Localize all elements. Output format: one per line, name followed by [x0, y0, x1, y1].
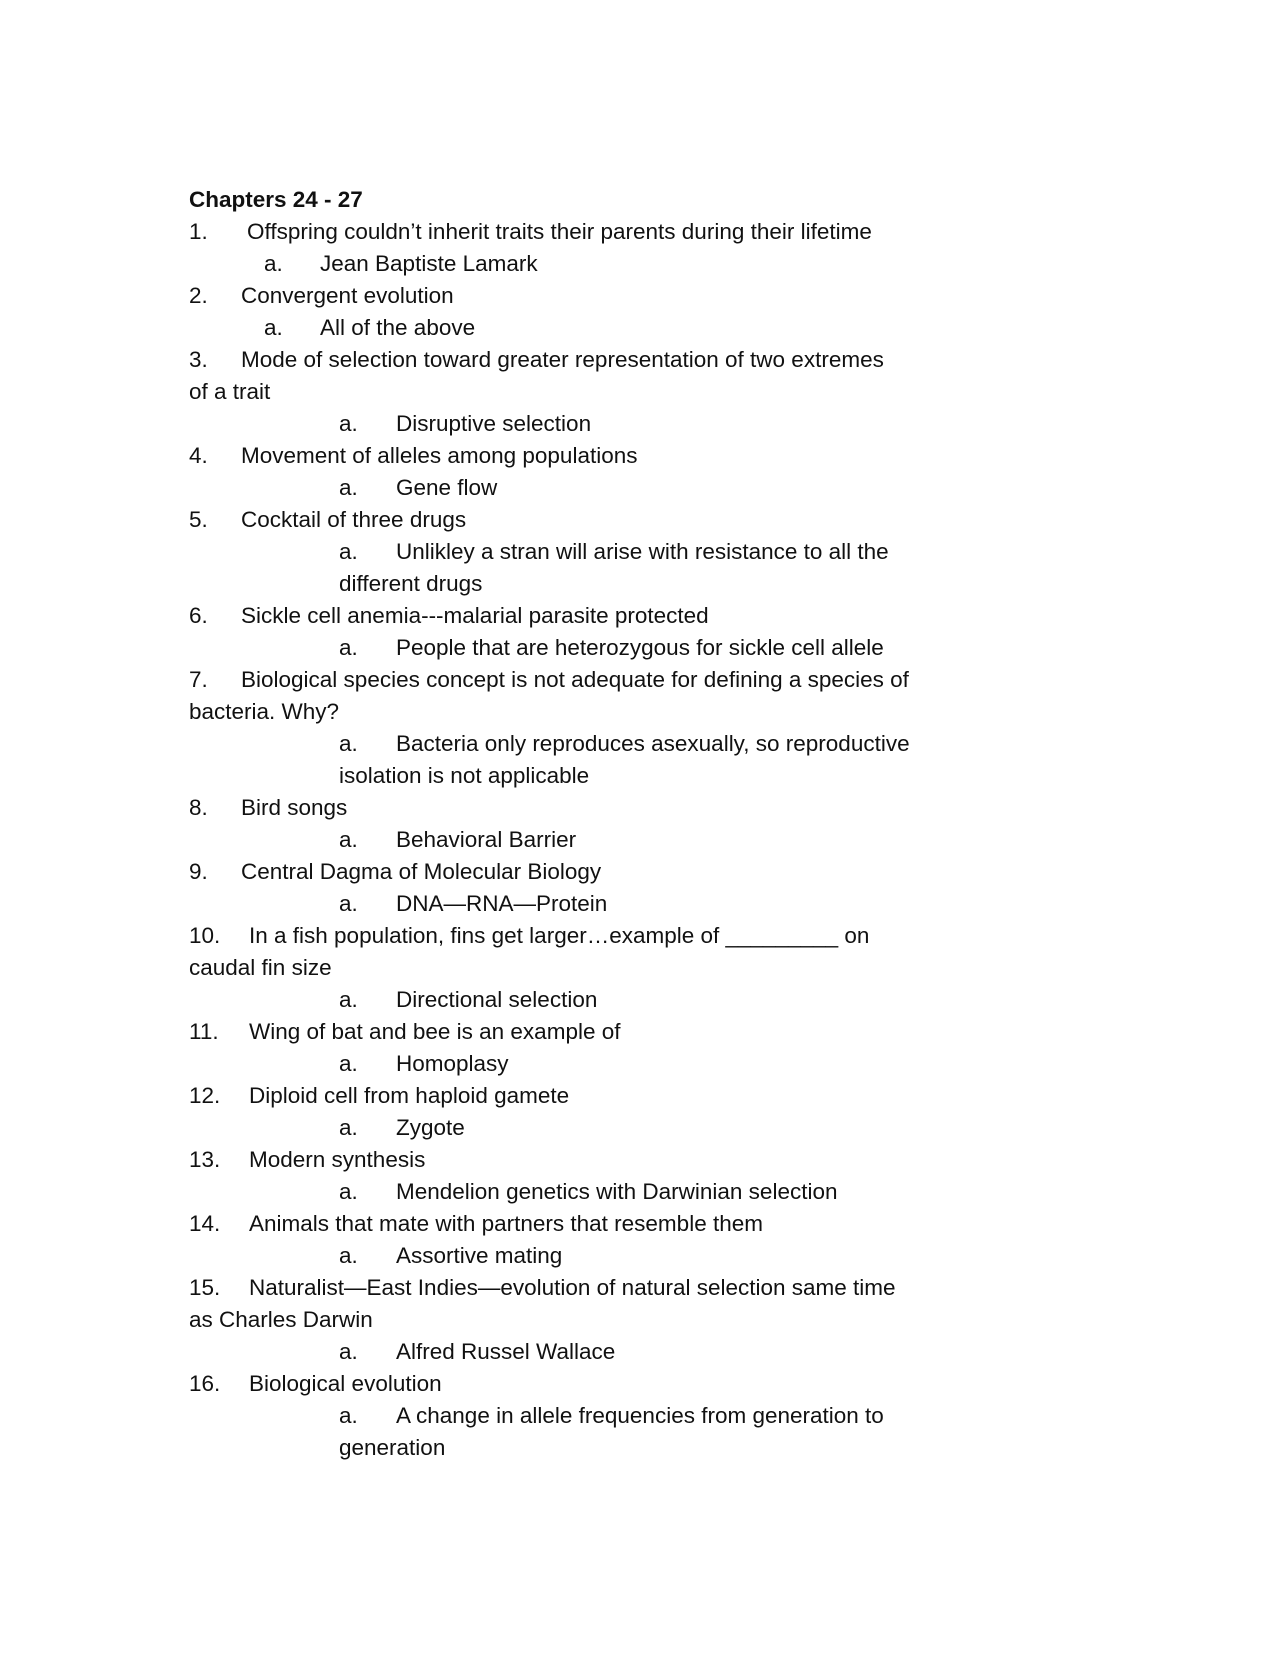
- question-text: Diploid cell from haploid gamete: [249, 1083, 570, 1108]
- question-number: 2.: [189, 283, 208, 308]
- question-11: [189, 1016, 929, 1048]
- answer-12: [189, 1112, 929, 1144]
- question-5: [189, 504, 929, 536]
- answer-letter: a.: [339, 731, 358, 756]
- answer-letter: a.: [339, 1243, 358, 1268]
- question-text: Movement of alleles among populations: [241, 443, 638, 468]
- answer-text: Mendelion genetics with Darwinian selection: [396, 1179, 838, 1204]
- question-number: 3.: [189, 347, 208, 372]
- answer-letter: a.: [264, 251, 283, 276]
- question-13: [189, 1144, 929, 1176]
- answer-letter: a.: [339, 891, 358, 916]
- question-text-line1: Naturalist—East Indies—evolution of natural selection same time: [249, 1275, 896, 1300]
- question-4: [189, 440, 929, 472]
- question-text-line1: In a fish population, fins get larger…example of _________ on: [249, 923, 870, 948]
- answer-text-line2: generation: [339, 1435, 446, 1460]
- answer-letter: a.: [339, 539, 358, 564]
- answer-text-line2: isolation is not applicable: [339, 763, 590, 788]
- answer-1: [189, 248, 929, 280]
- answer-letter: a.: [264, 315, 283, 340]
- answer-text: Behavioral Barrier: [396, 827, 577, 852]
- question-text: Central Dagma of Molecular Biology: [241, 859, 602, 884]
- question-text-line2: of a trait: [189, 379, 271, 404]
- question-text: Offspring couldn’t inherit traits their parents during their lifetime: [247, 219, 872, 244]
- question-number: 16.: [189, 1371, 221, 1396]
- question-number: 11.: [189, 1019, 219, 1044]
- question-text-line1: Biological species concept is not adequate for defining a species of: [241, 667, 909, 692]
- question-number: 5.: [189, 507, 208, 532]
- question-text-line1: Mode of selection toward greater representation of two extremes: [241, 347, 884, 372]
- answer-text: Gene flow: [396, 475, 498, 500]
- question-text-line2: as Charles Darwin: [189, 1307, 373, 1332]
- answer-letter: a.: [339, 1403, 358, 1428]
- answer-8: [189, 824, 929, 856]
- answer-letter: a.: [339, 1051, 358, 1076]
- answer-text: Homoplasy: [396, 1051, 509, 1076]
- question-number: 4.: [189, 443, 208, 468]
- answer-11: [189, 1048, 929, 1080]
- question-text-line2: caudal fin size: [189, 955, 332, 980]
- answer-letter: a.: [339, 475, 358, 500]
- question-15: [189, 1272, 929, 1336]
- question-7: [189, 664, 929, 728]
- answer-letter: a.: [339, 1179, 358, 1204]
- question-9: [189, 856, 929, 888]
- question-number: 1.: [189, 219, 208, 244]
- question-text: Sickle cell anemia---malarial parasite protected: [241, 603, 709, 628]
- answer-text-line1: Bacteria only reproduces asexually, so reproductive: [396, 731, 910, 756]
- answer-letter: a.: [339, 827, 358, 852]
- answer-6: [189, 632, 929, 664]
- answer-letter: a.: [339, 987, 358, 1012]
- question-number: 15.: [189, 1275, 221, 1300]
- answer-letter: a.: [339, 1339, 358, 1364]
- answer-10: [189, 984, 929, 1016]
- document-body: [189, 184, 929, 1464]
- answer-14: [189, 1240, 929, 1272]
- question-text: Convergent evolution: [241, 283, 454, 308]
- question-number: 12.: [189, 1083, 221, 1108]
- question-text-line2: bacteria. Why?: [189, 699, 340, 724]
- answer-text: Assortive mating: [396, 1243, 563, 1268]
- question-text: Modern synthesis: [249, 1147, 426, 1172]
- question-text: Bird songs: [241, 795, 348, 820]
- answer-7: [189, 728, 929, 792]
- answer-3: [189, 408, 929, 440]
- question-1: [189, 216, 929, 248]
- answer-text: Jean Baptiste Lamark: [320, 251, 538, 276]
- question-16: [189, 1368, 929, 1400]
- question-number: 7.: [189, 667, 208, 692]
- answer-text-line1: Unlikley a stran will arise with resistance to all the: [396, 539, 889, 564]
- answer-15: [189, 1336, 929, 1368]
- answer-text: Disruptive selection: [396, 411, 592, 436]
- question-number: 6.: [189, 603, 208, 628]
- question-12: [189, 1080, 929, 1112]
- answer-text: All of the above: [320, 315, 476, 340]
- document-title: Chapters 24 - 27: [189, 187, 363, 212]
- answer-text-line1: A change in allele frequencies from generation to: [396, 1403, 884, 1428]
- answer-5: [189, 536, 929, 600]
- answer-text: DNA—RNA—Protein: [396, 891, 608, 916]
- answer-16: [189, 1400, 929, 1464]
- answer-4: [189, 472, 929, 504]
- question-number: 8.: [189, 795, 208, 820]
- answer-text: Directional selection: [396, 987, 598, 1012]
- question-14: [189, 1208, 929, 1240]
- question-number: 13.: [189, 1147, 221, 1172]
- question-text: Biological evolution: [249, 1371, 442, 1396]
- question-3: [189, 344, 929, 408]
- question-text: Cocktail of three drugs: [241, 507, 467, 532]
- answer-letter: a.: [339, 411, 358, 436]
- answer-9: [189, 888, 929, 920]
- question-number: 14.: [189, 1211, 221, 1236]
- answer-13: [189, 1176, 929, 1208]
- question-number: 10.: [189, 923, 221, 948]
- answer-letter: a.: [339, 1115, 358, 1140]
- question-8: [189, 792, 929, 824]
- answer-text: Zygote: [396, 1115, 465, 1140]
- question-6: [189, 600, 929, 632]
- answer-text: Alfred Russel Wallace: [396, 1339, 616, 1364]
- answer-text-line2: different drugs: [339, 571, 483, 596]
- question-text: Animals that mate with partners that resemble them: [249, 1211, 763, 1236]
- answer-letter: a.: [339, 635, 358, 660]
- question-2: [189, 280, 929, 312]
- question-text: Wing of bat and bee is an example of: [249, 1019, 621, 1044]
- answer-text: People that are heterozygous for sickle cell allele: [396, 635, 884, 660]
- question-number: 9.: [189, 859, 208, 884]
- answer-2: [189, 312, 929, 344]
- question-10: [189, 920, 929, 984]
